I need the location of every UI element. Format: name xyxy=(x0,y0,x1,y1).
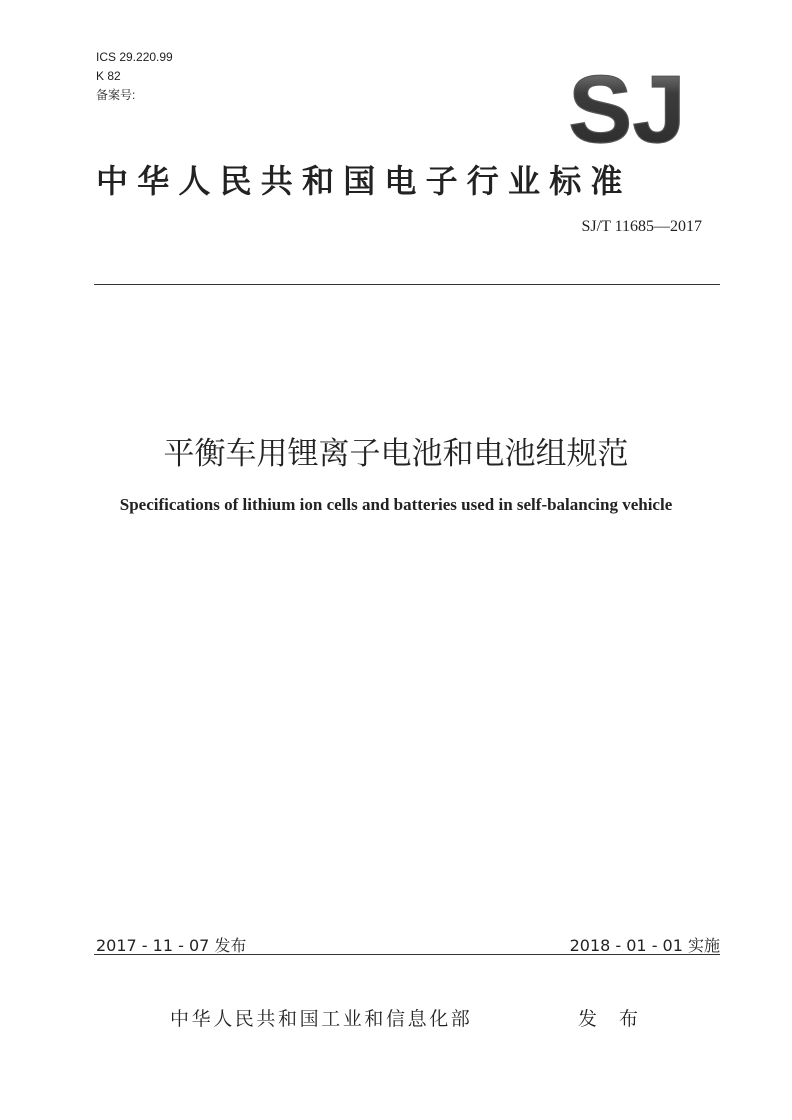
issue-date: 2017 - 11 - 07 发布 xyxy=(96,936,247,955)
document-title-english: Specifications of lithium ion cells and batteries used in self-balancing vehicle xyxy=(119,495,673,514)
top-divider xyxy=(94,284,720,285)
ccs-code: K 82 xyxy=(96,69,121,83)
ics-code: ICS 29.220.99 xyxy=(96,50,173,64)
bottom-divider xyxy=(94,954,720,955)
implementation-date: 2018 - 01 - 01 实施 xyxy=(569,936,720,955)
standard-number: SJ/T 11685—2017 xyxy=(581,218,702,235)
publishing-authority: 中华人民共和国工业和信息化部 xyxy=(170,1008,473,1030)
filing-number-label: 备案号: xyxy=(96,88,136,102)
svg-text:SJ: SJ xyxy=(568,66,686,146)
classification-block xyxy=(96,48,173,105)
publish-label: 发 布 xyxy=(578,1008,647,1030)
sj-logo xyxy=(566,66,688,146)
document-title-chinese: 平衡车用锂离子电池和电池组规范 xyxy=(163,436,629,472)
industry-standard-title: 中华人民共和国电子行业标准 xyxy=(96,162,632,200)
